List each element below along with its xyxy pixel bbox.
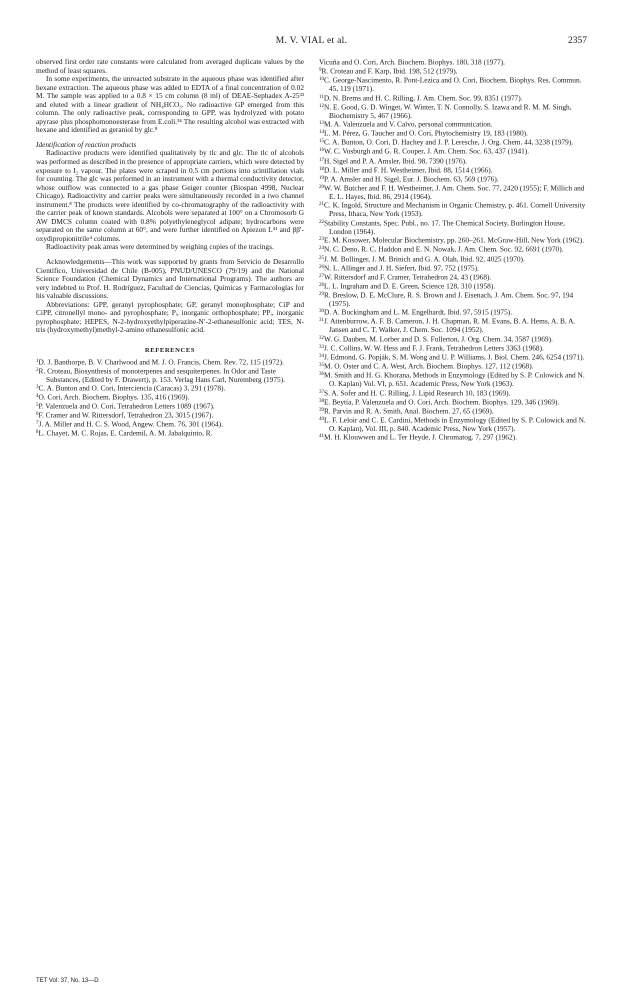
reference-text: M. A. Valenzuela and V. Calvo, personal communication. xyxy=(324,119,493,129)
reference-number: 4 xyxy=(36,394,39,400)
reference-text: L. M. Pérez, G. Taucher and O. Cori, Phytochemistry 19, 183 (1980). xyxy=(324,128,528,138)
reference-text: H. Sigel and P. A. Amsler, Ibid. 98, 7390 (1976). xyxy=(324,156,467,166)
reference-number: 24 xyxy=(319,246,324,252)
reference-number: 12 xyxy=(319,103,324,109)
reference-text: N. E. Good, G. D. Winget, W. Winter, T. N. Connolly, S. Izawa and R. M. M. Singh, Biochemistry 5, 467 (1966). xyxy=(324,102,572,120)
reference-item xyxy=(319,317,589,335)
reference-text: W. G. Dauben, M. Lorber and D. S. Fullerton, J. Org. Chem. 34, 3587 (1969). xyxy=(324,334,553,344)
reference-number: 36 xyxy=(319,372,324,378)
page-header xyxy=(36,36,587,50)
reference-number: 8 xyxy=(36,430,39,436)
reference-text: D. A. Buckingham and L. M. Engelhardt, Ibid. 97, 5915 (1975). xyxy=(324,307,513,317)
reference-text: C. A. Bunton and O. Cori, Interciencia (Caracas) 3, 291 (1978). xyxy=(38,383,226,393)
reference-number: 30 xyxy=(319,309,324,315)
reference-text: J. Edmond, G. Popják, S. M. Wong and U. P. Williams, J. Biol. Chem. 246, 6254 (1971). xyxy=(324,352,585,362)
journal-info: TET Vol. 37, No. 13—D xyxy=(36,978,99,984)
reference-text: W. W. Butcher and F. H. Westheimer, J. Am. Chem. Soc. 77, 2420 (1955); F. Millich and E. L. Hayes, Ibid. 86, 2914 (1964). xyxy=(324,183,585,201)
reference-number: 40 xyxy=(319,416,324,422)
reference-text: E. M. Kosower, Molecular Biochemistry, pp. 260–261. McGraw-Hill, New York (1962). xyxy=(324,235,585,245)
reference-text: F. Cramer and W. Rittersdorf, Tetrahedron 23, 3015 (1967). xyxy=(38,410,214,420)
reference-number: 25 xyxy=(319,255,324,261)
reference-text: N. C. Deno, R. C. Haddon and E. N. Nowak, J. Am. Chem. Soc. 92, 6691 (1970). xyxy=(324,244,564,254)
body-paragraph: Radioactivity peak areas were determined by weighing copies of the tracings. xyxy=(46,242,274,252)
reference-text: L. L. Ingraham and D. E. Green, Science 128, 310 (1958). xyxy=(324,281,496,291)
reference-text: E. Beytía, P. Valenzuela and O. Cori, Arch. Biochem. Biophys. 129, 346 (1969). xyxy=(324,397,560,407)
reference-item xyxy=(36,367,304,385)
reference-number: 20 xyxy=(319,184,324,190)
reference-text: D. L. Miller and F. H. Westheimer, Ibid. 88, 1514 (1966). xyxy=(324,165,493,175)
reference-text: J. Attenburrow, A. F. B. Cameron, J. H. Chapman, R. M. Evans, B. A. Hems, A. B. A. Jansen and C. T. Walker, J. Chem. Soc. 1094 (1952). xyxy=(324,316,576,335)
acknowledgements: Acknowledgements—This work was supported by grants from Servicio de Desarrollo Científico, Universidad de Chile (B-005), PNUD/UNESCO (79/19) and the National Science Foundation (Chemical Dynamics and International Programs). The authors are very indebted to Prof. H. Rodríguez, Facultad de Ciencias, Químicas y Farmacologías for his valuable discussions. xyxy=(36,257,304,301)
reference-number: 7 xyxy=(36,421,39,427)
reference-item xyxy=(319,433,589,442)
reference-item xyxy=(319,219,589,237)
left-column xyxy=(36,58,304,438)
reference-text: M. Smith and H. G. Khorana, Methods in Enzymology (Edited by S. P. Colowick and N. O. Kaplan) Vol. VI, p. 651. Academic Press, New York (1963). xyxy=(324,370,585,389)
reference-text: W. Rittersdorf and F. Cramer, Tetrahedron 24, 43 (1968). xyxy=(324,272,492,282)
section-heading: Identification of reaction products xyxy=(36,139,137,149)
body-paragraph: In some experiments, the unreacted substrate in the aqueous phase was identified after hexane extraction. The aqueous phase was added to EDTA of a final concentration of 0.02 M. The sample was applied to a 0.8 × 15 cm column (8 ml) of DEAE-Sephadex A-25³³ and eluted with a linear gradient of NH₄HCO₃. No radioactive GP emerged from this column. The only radioactive peak, corresponding to GPP, was hydrolyzed with potato apyrase plus phosphomonoesterase from E.coli.³⁴ The resulting alcohol was extracted with hexane and identified as geraniol by glc.⁸ xyxy=(36,74,304,135)
reference-number: 33 xyxy=(319,345,324,350)
reference-number: 21 xyxy=(319,202,324,208)
reference-number: 41 xyxy=(319,434,324,440)
reference-number: 15 xyxy=(319,139,324,145)
reference-text: M. O. Oster and C. A. West, Arch. Biochem. Biophys. 127, 112 (1968). xyxy=(324,361,534,371)
reference-number: 3 xyxy=(36,385,39,391)
reference-number: 26 xyxy=(319,264,324,270)
references-heading: REFERENCES xyxy=(144,346,196,354)
reference-number: 13 xyxy=(319,121,324,127)
reference-number: 1 xyxy=(36,358,39,364)
reference-item xyxy=(319,103,589,121)
reference-item xyxy=(319,184,589,202)
reference-item xyxy=(319,291,589,309)
reference-number: 9 xyxy=(319,68,322,74)
reference-number: 32 xyxy=(319,335,324,341)
reference-item xyxy=(319,371,589,389)
reference-number: 10 xyxy=(319,77,324,83)
reference-number: 11 xyxy=(319,94,324,100)
reference-text: M. H. Klouwwen and L. Ter Heyde, J. Chromatog. 7, 297 (1962). xyxy=(324,432,517,442)
reference-text: R. Croteau and F. Karp, Ibid. 198, 512 (1979). xyxy=(321,66,458,76)
reference-text: P. A. Amsler and H. Sigel, Eur. J. Biochem. 63, 569 (1976). xyxy=(324,174,499,184)
reference-number: 17 xyxy=(319,157,324,163)
reference-text: D. N. Brems and H. C. Rilling, J. Am. Chem. Soc. 99, 8351 (1977). xyxy=(323,93,523,103)
reference-number: 23 xyxy=(319,237,324,243)
reference-list xyxy=(36,358,304,439)
reference-number: 2 xyxy=(36,367,39,373)
reference-text: N. L. Allinger and J. H. Siefert, Ibid. 97, 752 (1975). xyxy=(324,263,480,273)
reference-number: 28 xyxy=(319,282,324,288)
reference-text: S. A. Sofer and H. C. Rilling, J. Lipid Research 10, 183 (1969). xyxy=(324,388,511,398)
reference-number: 38 xyxy=(319,398,324,404)
right-column xyxy=(319,58,589,443)
abbreviations: Abbreviations: GPP, geranyl pyrophosphate; GP, geranyl monophosphate; CiP and CiPP, citronellyl mono- and pyrophosphate; Pᵢ, inorganic orthophosphate; PPᵢ, inorganic pyrophosphate; HEPES, N-2-hydroxyethylpiperazine-N′-2-ethanesulfonic acid; TES, N-tris (hydroxymethyl)methyl-2-amino ethanesulfonic acid. xyxy=(36,299,304,335)
reference-text: R. Breslow, D. E. McClure, R. S. Brown and J. Eisenach, J. Am. Chem. Soc. 97, 194 (1975). xyxy=(324,290,574,308)
reference-text: J. A. Miller and H. C. S. Wood, Angew. Chem. 76, 301 (1964). xyxy=(38,419,223,429)
reference-number: 19 xyxy=(319,175,324,181)
reference-text: O. Cori, Arch. Biochem. Biophys. 135, 416 (1969). xyxy=(38,392,190,402)
body-paragraph: observed first order rate constants were calculated from averaged duplicate values by the method of least squares. xyxy=(36,57,304,75)
reference-item xyxy=(319,416,589,434)
reference-text: C. A. Bunton, O. Cori, D. Hachey and J. P. Leresche, J. Org. Chem. 44, 3238 (1979). xyxy=(324,137,574,147)
reference-number: 29 xyxy=(319,291,324,297)
body-paragraph: Radioactive products were identified qualitatively by tlc and glc. The tlc of alcohols was performed as described in the presence of appropriate carriers, which were detected by exposure to I₂ vapour. The plates were scraped in 0.5 cm portions into scintillation vials for counting. The glc was performed in an instrument with a thermal conductivity detector, whose outflow was connected to a gas phase Geiger counter (Biospan 4998, Nuclear Chicago). Radioactivity and carrier peaks were simultaneously recorded in a two channel instrument.⁸ The products were identified by co-chromatography of the radioactivity with the carrier peak of known standards. Alcohols were separated at 100° on a Chromosorb G AW DMCS column coated with 0.8% polyethyleneglycol adipate; hydrocarbons were separated on the same column at 60°, and were further identified on Apiezon L⁴¹ and ββ′-oxydipropionitrile⁴ columns. xyxy=(36,148,304,243)
running-head: M. V. VIAL et al. xyxy=(275,36,348,46)
reference-number: 16 xyxy=(319,148,324,154)
reference-text: D. J. Banthorpe, B. V. Charlwood and M. J. O. Francis, Chem. Rev. 72, 115 (1972). xyxy=(38,357,284,366)
reference-item xyxy=(319,201,589,219)
reference-text: W. C. Vosburgh and G. R. Cooper, J. Am. Chem. Soc. 63, 437 (1941). xyxy=(324,146,530,156)
reference-text: C. George-Nascimento, R. Pont-Lezica and O. Cori, Biochem. Biophys. Res. Commun. 45, 119 (1971). xyxy=(324,75,582,94)
reference-number: 34 xyxy=(319,354,324,360)
reference-number: 6 xyxy=(36,412,39,418)
reference-number: 27 xyxy=(319,273,324,279)
reference-text: Stability Constants, Spec. Publ., no. 17. The Chemical Society, Burlington House, London (1964). xyxy=(324,218,565,236)
reference-text: R. Parvin and R. A. Smith, Anal. Biochem. 27, 65 (1969). xyxy=(324,406,494,416)
reference-text: C. K. Ingold, Structure and Mechanism in Organic Chemistry, p. 461. Cornell University Press, Ithaca, New York (1953). xyxy=(324,200,586,219)
reference-number: 18 xyxy=(319,166,324,172)
reference-number: 35 xyxy=(319,363,324,369)
reference-text: P. Valenzuela and O. Cori, Tetrahedron Letters 1089 (1967). xyxy=(38,401,215,411)
reference-number: 14 xyxy=(319,130,324,136)
reference-number: 31 xyxy=(319,318,324,324)
reference-text: L. Chayet, M. C. Rojas, E. Cardemil, A. M. Jabalquinto, R. xyxy=(38,428,213,438)
reference-text: R. Croteau, Biosynthesis of monoterpenes and sesquiterpenes. In Odor and Taste Substances, (Edited by F. Drawert), p. 153. Verlag Hans Carl, Nuremberg (1975). xyxy=(38,366,285,384)
reference-text: Vicuña and O. Cori, Arch. Biochem. Biophys. 180, 318 (1977). xyxy=(319,57,505,67)
reference-number: 37 xyxy=(319,389,324,395)
reference-item xyxy=(319,76,589,94)
reference-list xyxy=(319,58,589,443)
reference-number: 22 xyxy=(319,219,324,225)
reference-number: 39 xyxy=(319,407,324,413)
reference-text: L. F. Leloir and C. E. Cardini, Methods in Enzymology (Edited by S. P. Colowick and N. O. Kaplan), Vol. III, p. 840. Academic Press, New York (1957). xyxy=(324,415,586,433)
reference-item xyxy=(36,429,304,438)
page-number: 2357 xyxy=(568,36,587,46)
reference-text: J. C. Collins, W. W. Hess and F. J. Frank, Tetrahedron Letters 3363 (1968). xyxy=(324,343,544,353)
reference-text: J. M. Bollinger, J. M. Brinich and G. A. Olah, Ibid. 92, 4025 (1970). xyxy=(324,254,525,264)
reference-number: 5 xyxy=(36,403,39,409)
